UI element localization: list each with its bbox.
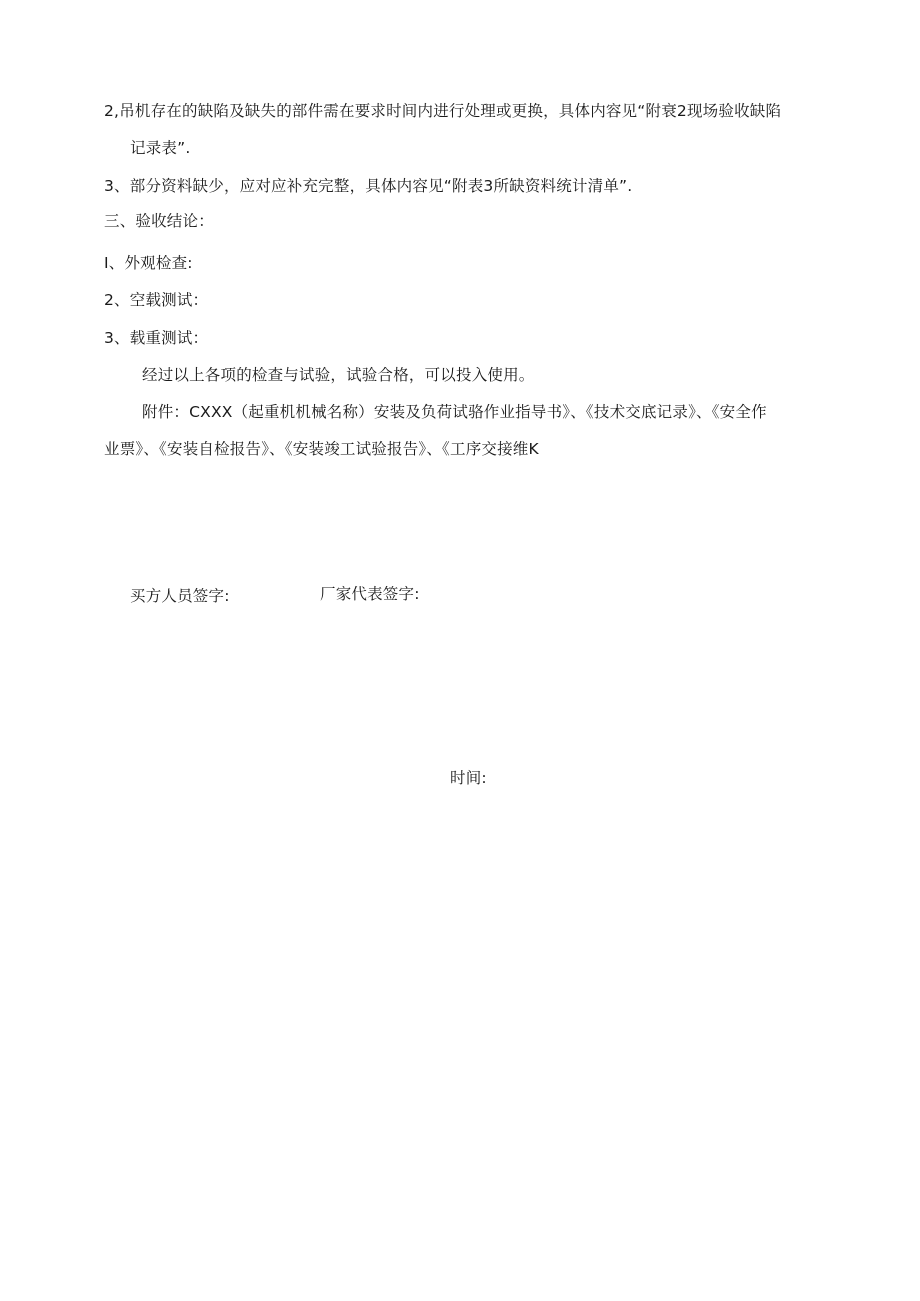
buyer-signature-label: 买方人员签字: [130, 587, 230, 605]
appearance-inspection-item: I、外观检查: [104, 254, 193, 272]
load-test-item: 3、载重测试： [104, 329, 209, 347]
vendor-signature-label: 厂家代表签字: [320, 585, 420, 603]
defect-handling-paragraph: 2,吊机存在的缺陷及缺失的部件需在要求时间内进行处理或更换，具体内容见“附衰2现场验收缺陷 [104, 102, 782, 120]
no-load-test-item: 2、空载测试： [104, 291, 209, 309]
acceptance-conclusion-heading: 三、验收结论： [104, 212, 214, 230]
conclusion-statement: 经过以上各项的检查与试验，试验合格，可以投入使用。 [142, 366, 535, 384]
attachments-paragraph-continued: 业票》、《安装自检报告》、《安装竣工试验报告》、《工序交接维K [104, 440, 539, 458]
missing-documents-paragraph: 3、部分资料缺少，应对应补充完整，具体内容见“附表3所缺资料统计清单”. [104, 177, 633, 195]
attachments-paragraph: 附件：CXXX（起重机机械名称）安装及负荷试骆作业指导书》、《技术交底记录》、《安全作 [142, 403, 767, 421]
time-label: 时间: [450, 769, 487, 787]
defect-handling-paragraph-continued: 记录表”. [130, 139, 191, 157]
